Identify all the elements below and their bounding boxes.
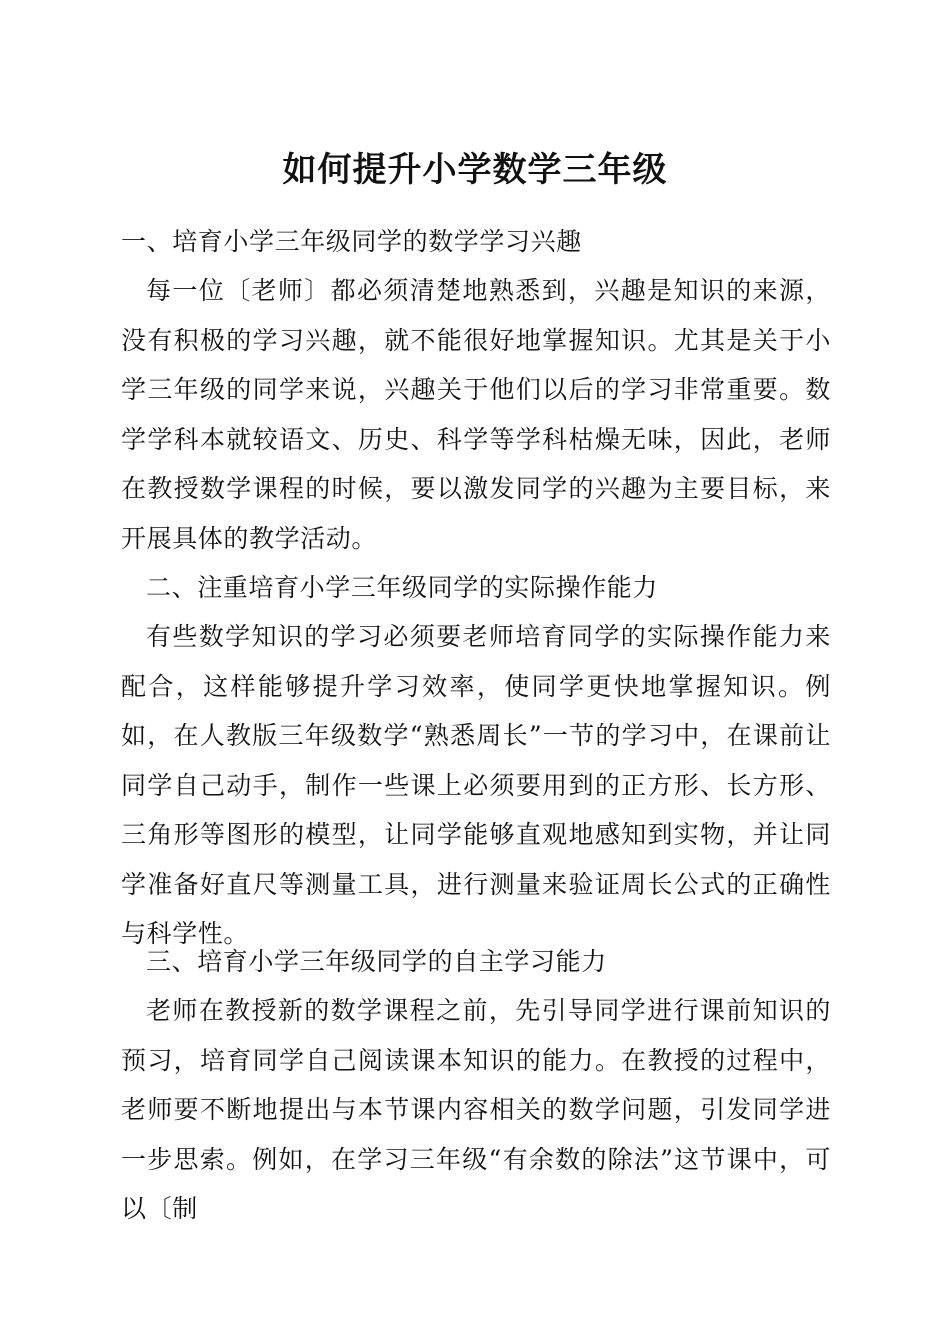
section-paragraph-2: 有些数学知识的学习必须要老师培育同学的实际操作能力来配合，这样能够提升学习效率，使同学更快地掌握知识。例如，在人教版三年级数学“熟悉周长”一节的学习中，在课前让同学自己动手，制作一些课上必须要用到的正方形、长方形、三角形等图形的模型，让同学能够直观地感知到实物，并让同学准备好直尺等测量工具，进行测量来验证周长公式的正确性与科学性。 bbox=[121, 622, 831, 948]
section-heading-1: 一、培育小学三年级同学的数学学习兴趣 bbox=[121, 227, 582, 256]
document-title: 如何提升小学数学三年级 bbox=[282, 150, 668, 190]
section-heading-3: 三、培育小学三年级同学的自主学习能力 bbox=[146, 947, 607, 976]
section-paragraph-1: 每一位〔老师〕都必须清楚地熟悉到，兴趣是知识的来源，没有积极的学习兴趣，就不能很好地掌握知识。尤其是关于小学三年级的同学来说，兴趣关于他们以后的学习非常重要。数学学科本就较语文、历史、科学等学科枯燥无味，因此，老师在教授数学课程的时候，要以激发同学的兴趣为主要目标，来开展具体的教学活动。 bbox=[121, 276, 831, 553]
section-paragraph-3: 老师在教授新的数学课程之前，先引导同学进行课前知识的预习，培育同学自己阅读课本知识的能力。在教授的过程中，老师要不断地提出与本节课内容相关的数学问题，引发同学进一步思索。例如，在学习三年级“有余数的除法”这节课中，可以〔制 bbox=[121, 996, 831, 1223]
section-heading-2: 二、注重培育小学三年级同学的实际操作能力 bbox=[146, 573, 659, 602]
